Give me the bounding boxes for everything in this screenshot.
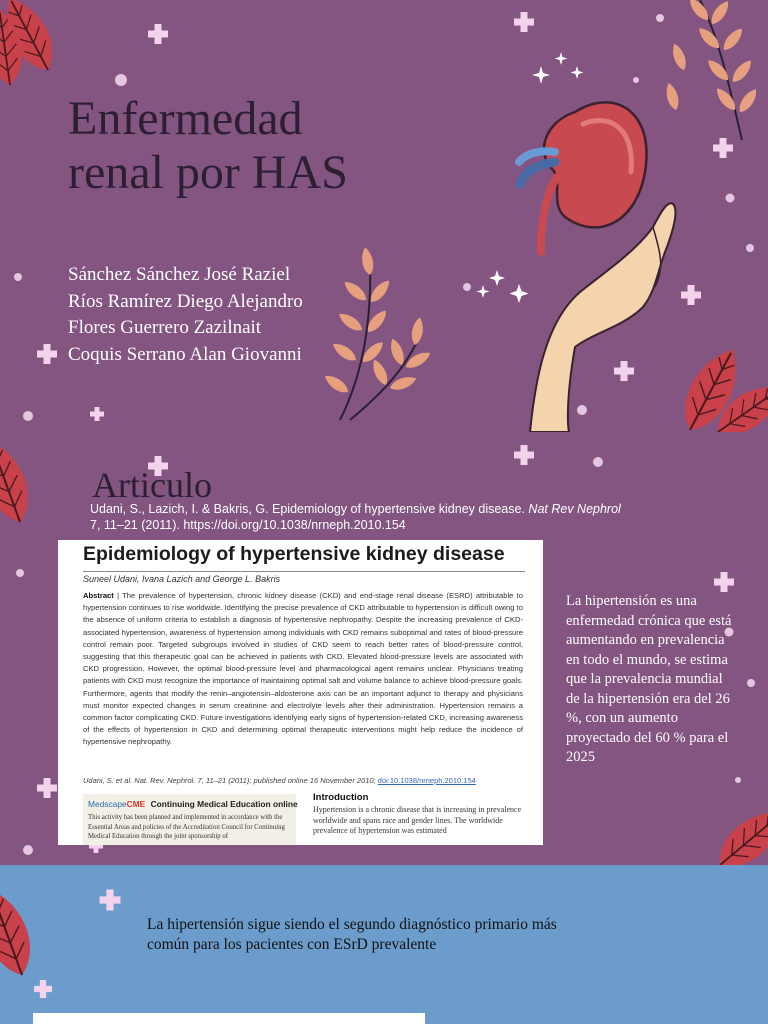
citation-rest: 7, 11–21 (2011). https://doi.org/10.1038/nrneph.2010.154 [90, 518, 406, 532]
citation [90, 501, 630, 533]
paper-screenshot [58, 540, 543, 845]
kidney-in-hand-icon [505, 92, 725, 432]
paper-title: Epidemiology of hypertensive kidney disease [83, 543, 505, 565]
doi-link[interactable]: doi:10.1038/nrneph.2010.154 [377, 776, 476, 785]
paper-reference [83, 776, 476, 785]
author-list [68, 262, 303, 368]
title-slide [0, 0, 768, 432]
intro-text: Hypertension is a chronic disease that is increasing in prevalence worldwide and spans race and gender lines. The worldwide prevalence of hypertension was estimated [313, 805, 522, 836]
next-slide-edge [33, 1013, 425, 1024]
intro-heading: Introduction [313, 792, 369, 803]
author-name: Ríos Ramírez Diego Alejandro [68, 290, 303, 312]
paper-abstract [83, 590, 523, 749]
cme-text: This activity has been planned and implemented in accordance with the Essential Areas and policies of the Accreditation Council for Continuing Medical Education through the joint sponsorship of [88, 814, 285, 840]
citation-journal: Nat Rev Nephrol [528, 502, 621, 516]
medscape-logo: MedscapeCME [88, 799, 146, 809]
citation-text: Udani, S., Lazich, I. & Bakris, G. Epidemiology of hypertensive kidney disease. [90, 502, 525, 516]
statement-slide [0, 865, 768, 1024]
paper-authors: Suneel Udani, Ivana Lazich and George L. Bakris [83, 574, 281, 584]
section-heading: Articulo [92, 465, 212, 505]
side-paragraph: La hipertensión es una enfermedad crónica que está aumentando en prevalencia en todo el mundo, se estima que la prevalencia mundial de la hipertensión era del 26 %, con un aumento proyectado del 60 % para el 2025 [566, 593, 732, 765]
author-name: Coquis Serrano Alan Giovanni [68, 343, 302, 365]
page-title [68, 92, 348, 200]
cme-box [83, 794, 296, 845]
title-line-2: renal por HAS [68, 146, 348, 199]
author-name: Sánchez Sánchez José Raziel [68, 264, 291, 285]
author-name: Flores Guerrero Zazilnait [68, 317, 262, 338]
statement-text: La hipertensión sigue siendo el segundo diagnóstico primario más común para los pacientes con ESrD prevalente [147, 916, 557, 953]
divider [83, 571, 525, 572]
abstract-text: | The prevalence of hypertension, chronic kidney disease (CKD) and end-stage renal disease (ESRD) attributable to hypertension continues to rise worldwide. Identifying the precise prevalence of CKD attributable to hypertension is difficult owing to the absence of uniform criteria to establish a diagnosis of hypertensive nephropathy. Despite the increasing prevalence of CKD-associated hypertension, awareness of hypertension among individuals with CKD remains suboptimal and rates of blood-pressure control remain poor. Targeted subgroups involved in studies of CKD seem to reach better rates of blood-pressure control, suggesting that this therapeutic goal can be achieved in patients with CKD. Elevated blood-pressure levels are associated with CKD progression. However, the optimal blood-pressure level and pharmacological agent remains unclear. Physicians treating patients with CKD must recognize the importance of maintaining optimal salt and volume balance to achieve blood-pressure goals. Furthermore, agents that modify the renin–angiotensin–aldosterone axis can be an important adjunct to therapy and physicians must monitor expected changes in serum creatinine and electrolyte levels after their administration. Hypertension remains a common factor complicating CKD. Future investigations identifying early signs of hypertension-related CKD, increasing awareness of the effects of hypertension in CKD and determining optimal therapeutic interventions might help reduce the incidence of hypertensive nephropathy. [83, 591, 523, 747]
article-slide [0, 432, 768, 865]
cme-header [88, 799, 298, 809]
abstract-label: Abstract [83, 591, 114, 600]
cme-title: Continuing Medical Education online [150, 799, 298, 809]
title-line-1: Enfermedad [68, 92, 303, 145]
reference-text: Udani, S. et al. Nat. Rev. Nephrol. 7, 11–21 (2011); published online 16 November 2010; [83, 776, 376, 785]
